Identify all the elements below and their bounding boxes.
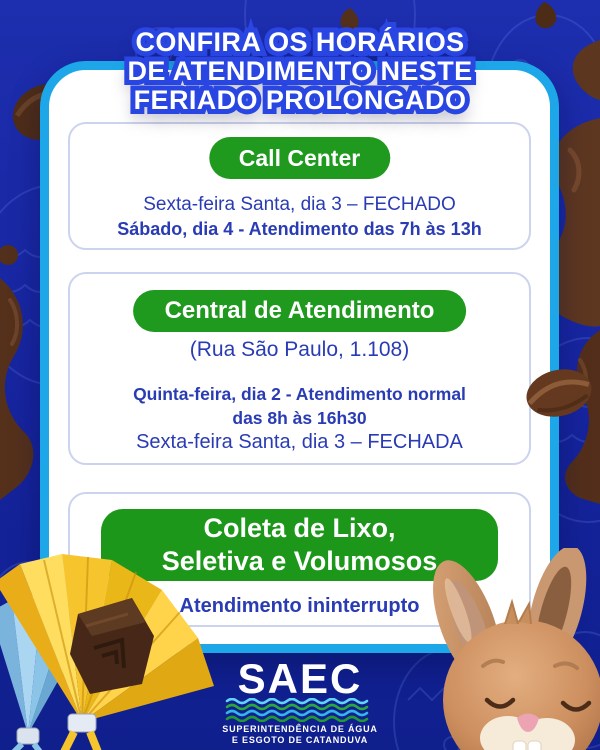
saec-logo-text: SAEC — [237, 655, 363, 702]
call-center-line-1: Sexta-feira Santa, dia 3 – FECHADO — [143, 194, 456, 215]
saec-org-line-1: SUPERINTENDÊNCIA DE ÁGUA — [222, 724, 378, 734]
chocolate-almond-illustration — [514, 358, 600, 428]
call-center-badge: Call Center — [209, 137, 390, 179]
title-line-3: FERIADO PROLONGADO FERIADO PROLONGADO — [0, 86, 600, 115]
title-line-2: DE ATENDIMENTO NESTE DE ATENDIMENTO NESTE — [0, 57, 600, 86]
easter-bunny-illustration — [405, 548, 600, 750]
title-line-1: CONFIRA OS HORÁRIOS CONFIRA OS HORÁRIOS — [0, 28, 600, 57]
central-atendimento-address: (Rua São Paulo, 1.108) — [189, 338, 410, 361]
central-atendimento-line-2: das 8h às 16h30 — [232, 408, 367, 428]
central-atendimento-line-3: Sexta-feira Santa, dia 3 – FECHADA — [136, 431, 463, 453]
coleta-lixo-badge: Coleta de Lixo, Seletiva e Volumosos — [101, 509, 498, 581]
central-atendimento-line-1: Quinta-feira, dia 2 - Atendimento normal — [133, 384, 466, 404]
saec-org-line-2: E ESGOTO DE CATANDUVA — [231, 735, 369, 745]
call-center-line-2: Sábado, dia 4 - Atendimento das 7h às 13h — [117, 219, 482, 239]
central-atendimento-badge: Central de Atendimento — [133, 290, 467, 332]
section-central-atendimento — [68, 272, 531, 465]
chocolate-splash-left — [0, 245, 33, 500]
coleta-lixo-note: Atendimento ininterrupto — [179, 595, 420, 617]
foil-wrapped-eggs-illustration — [0, 552, 240, 750]
section-call-center — [68, 122, 531, 250]
page-title — [0, 28, 600, 115]
